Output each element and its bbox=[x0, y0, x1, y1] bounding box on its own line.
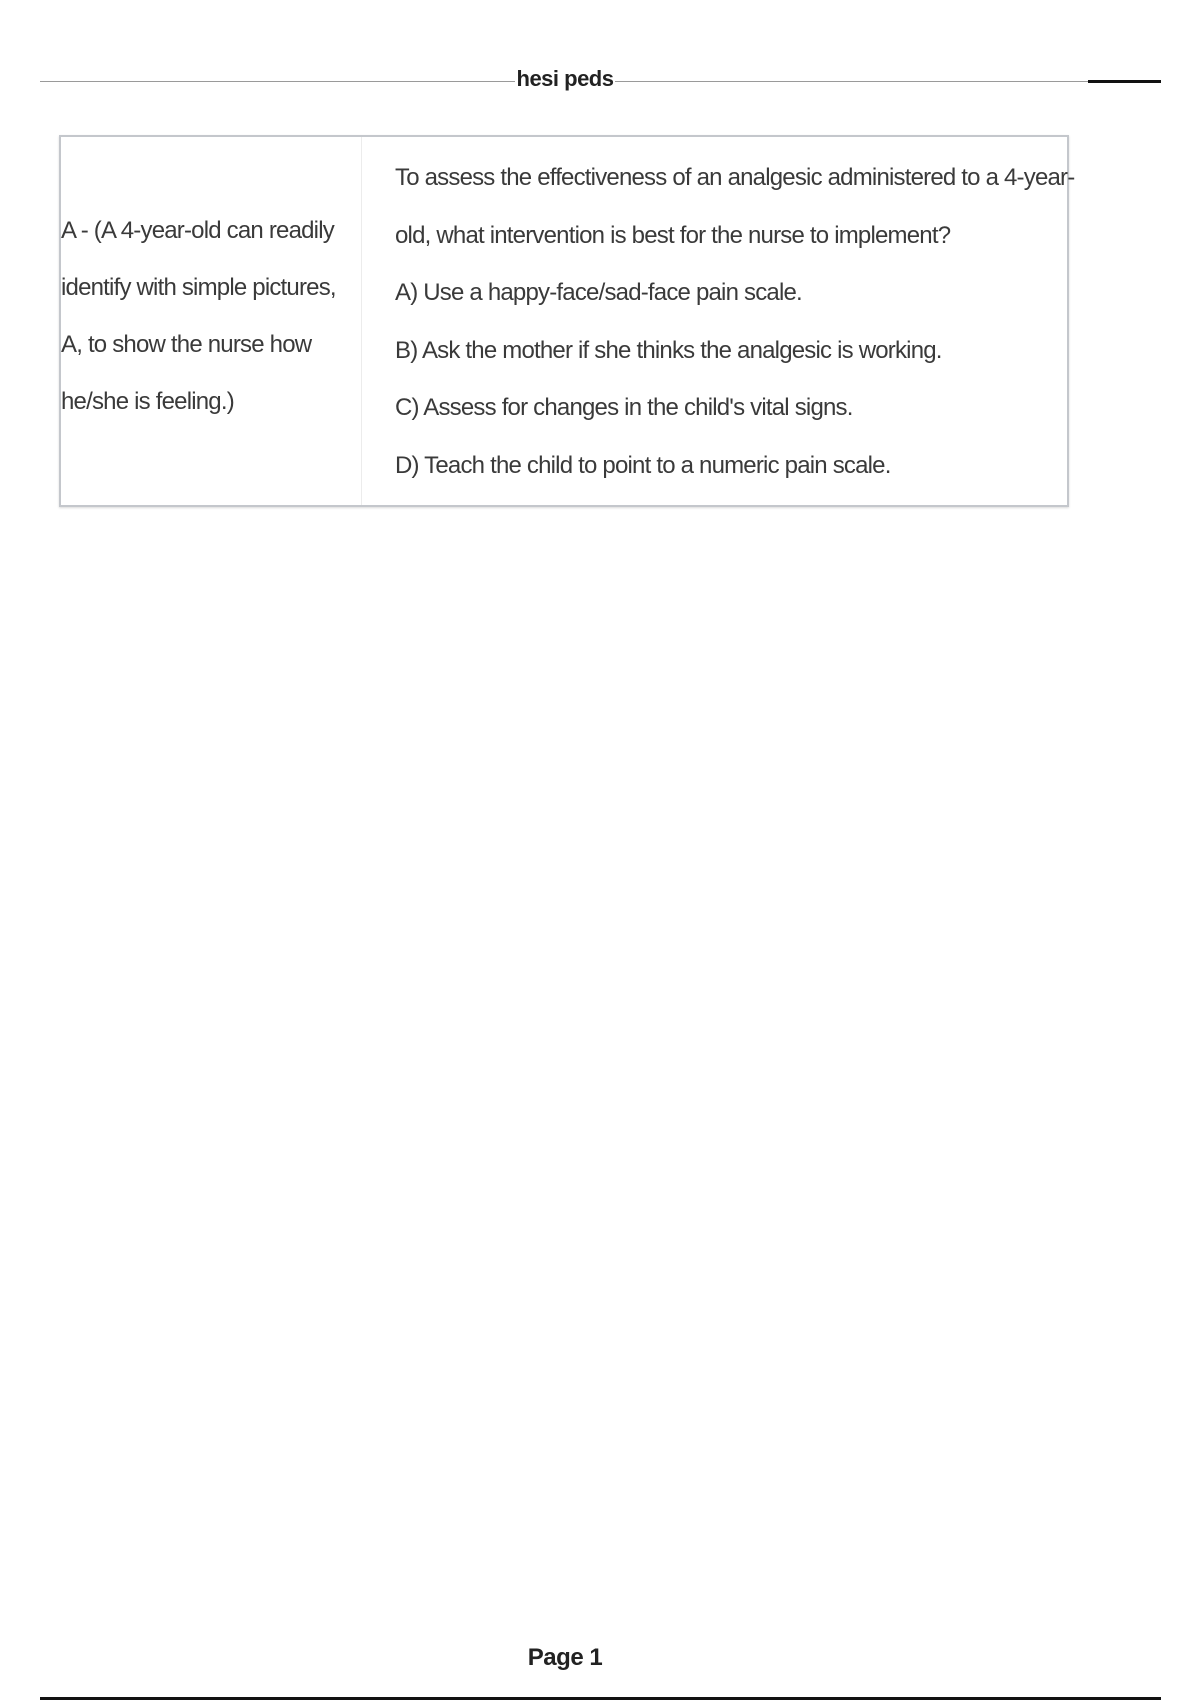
document-title: hesi peds bbox=[516, 66, 614, 91]
question-side bbox=[362, 137, 1074, 505]
answer-side bbox=[61, 137, 362, 505]
document-header bbox=[0, 66, 1130, 92]
option-c: C) Assess for changes in the child's vital signs. bbox=[395, 394, 853, 421]
option-a: A) Use a happy-face/sad-face pain scale. bbox=[395, 279, 802, 306]
page-number: Page 1 bbox=[527, 1644, 603, 1671]
answer-text: A - (A 4-year-old can readily identify with simple pictures, A, to show the nurse how he/she is feeling.) bbox=[61, 217, 336, 415]
question-line: old, what intervention is best for the nurse to implement? bbox=[395, 221, 951, 249]
question-line: To assess the effectiveness of an analgesic administered to a 4-year- bbox=[395, 164, 1075, 191]
flashcard bbox=[59, 135, 1075, 507]
option-d: D) Teach the child to point to a numeric pain scale. bbox=[395, 451, 891, 479]
option-b: B) Ask the mother if she thinks the analgesic is working. bbox=[395, 336, 942, 364]
